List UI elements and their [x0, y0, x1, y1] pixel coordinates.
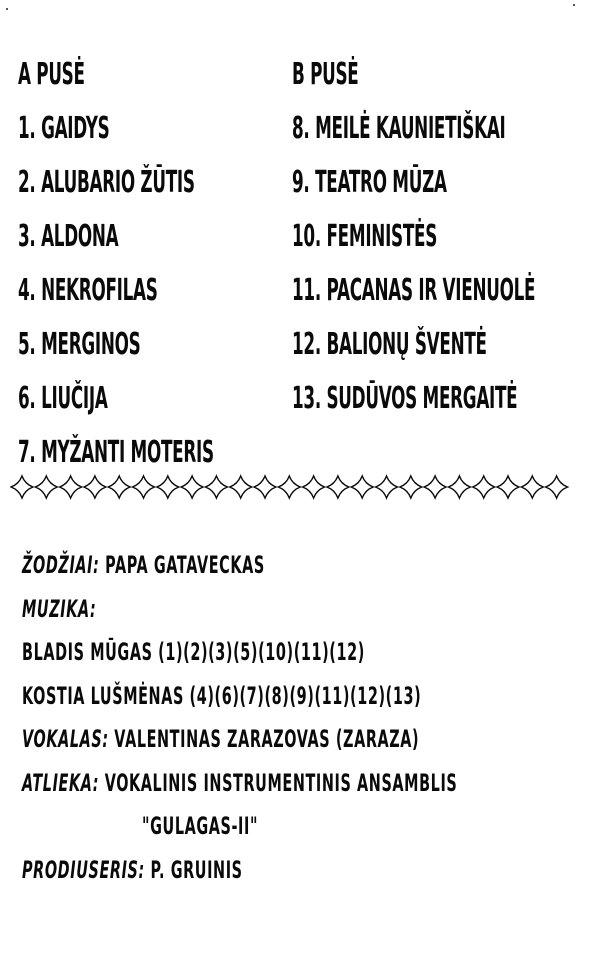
performer-credit	[22, 762, 457, 806]
four-point-star-icon	[546, 476, 568, 498]
track-6: 6. LIUČIJA	[18, 381, 108, 416]
print-speck	[6, 8, 8, 10]
track-1: 1. GAIDYS	[18, 111, 110, 146]
four-point-star-icon	[448, 476, 470, 498]
track-13: 13. SUDŪVOS MERGAITĖ	[292, 381, 518, 416]
track-11: 11. PACANAS IR VIENUOLĖ	[292, 273, 536, 308]
track-7: 7. MYŽANTI MOTERIS	[18, 435, 214, 470]
four-point-star-icon	[230, 476, 252, 498]
four-point-star-icon	[133, 476, 155, 498]
track-4: 4. NEKROFILAS	[18, 273, 158, 308]
producer-value: P. GRUINIS	[150, 855, 243, 884]
lyrics-credit	[22, 544, 457, 588]
four-point-star-icon	[376, 476, 398, 498]
side-a-heading: A PUSĖ	[18, 57, 85, 92]
lyrics-label: ŽODŽIAI:	[22, 551, 100, 579]
vocals-label: VOKALAS:	[22, 725, 109, 753]
four-point-star-icon	[424, 476, 446, 498]
print-speck	[573, 4, 575, 6]
side-b-tracklist	[292, 48, 600, 426]
four-point-star-icon	[60, 476, 82, 498]
four-point-star-icon	[303, 476, 325, 498]
producer-label: PRODIUSERIS:	[22, 855, 145, 884]
music-credit	[22, 588, 457, 632]
star-divider	[10, 472, 570, 502]
four-point-star-icon	[254, 476, 276, 498]
lyrics-value: PAPA GATAVECKAS	[105, 551, 265, 579]
track-12: 12. BALIONŲ ŠVENTĖ	[292, 327, 487, 362]
music-label: MUZIKA:	[22, 594, 97, 623]
four-point-star-icon	[84, 476, 106, 498]
four-point-star-icon	[497, 476, 519, 498]
track-5: 5. MERGINOS	[18, 327, 141, 362]
four-point-star-icon	[327, 476, 349, 498]
side-b-heading: B PUSĖ	[292, 57, 359, 92]
four-point-star-icon	[278, 476, 300, 498]
credits-block	[22, 544, 600, 892]
music-composer-2: KOSTIA LUŠMĖNAS (4)(6)(7)(8)(9)(11)(12)(13)	[22, 681, 422, 710]
four-point-star-icon	[205, 476, 227, 498]
four-point-star-icon	[108, 476, 130, 498]
music-composer-1: BLADIS MŪGAS (1)(2)(3)(5)(10)(11)(12)	[22, 638, 365, 666]
four-point-star-icon	[11, 476, 33, 498]
performer-label: ATLIEKA:	[22, 768, 100, 797]
four-point-star-icon	[35, 476, 57, 498]
four-point-star-icon	[400, 476, 422, 498]
track-2: 2. ALUBARIO ŽŪTIS	[18, 165, 195, 200]
vocals-value: VALENTINAS ZARAZOVAS (ZARAZA)	[114, 725, 420, 753]
track-10: 10. FEMINISTĖS	[292, 219, 438, 254]
four-point-star-icon	[521, 476, 543, 498]
track-9: 9. TEATRO MŪZA	[292, 165, 447, 200]
four-point-star-icon	[351, 476, 373, 498]
vocals-credit	[22, 718, 457, 762]
track-8: 8. MEILĖ KAUNIETIŠKAI	[292, 111, 506, 146]
performer-name: "GULAGAS-II"	[142, 812, 259, 840]
four-point-star-icon	[181, 476, 203, 498]
four-point-star-icon	[157, 476, 179, 498]
performer-value: VOKALINIS INSTRUMENTINIS ANSAMBLIS	[104, 768, 458, 797]
four-point-star-icon	[473, 476, 495, 498]
producer-credit	[22, 849, 457, 893]
track-3: 3. ALDONA	[18, 219, 119, 254]
